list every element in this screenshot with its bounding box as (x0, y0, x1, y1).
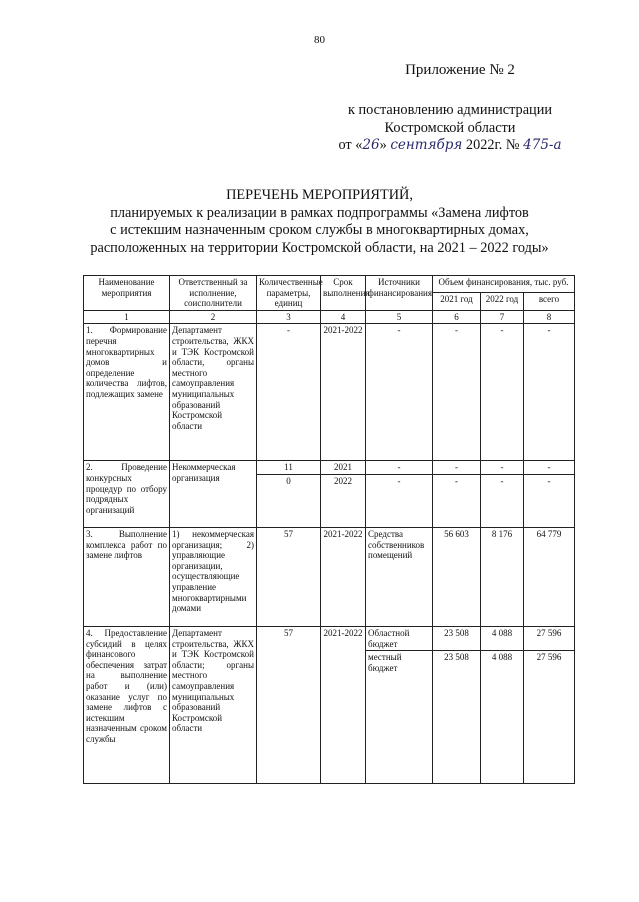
column-number: 6 (433, 310, 481, 324)
measure-responsible: Департамент строительства, ЖКХ и ТЭК Костромской области; органы местного самоуправления муниципальных образований Костромской области (170, 626, 257, 783)
measure-total: - (524, 461, 575, 475)
measure-quantity: 11 (257, 461, 321, 475)
decree-mid: » (379, 137, 391, 153)
decree-line-1: к постановлению администрации (347, 102, 553, 118)
title-line-2: планируемых к реализации в рамках подпрограммы «Замена лифтов (110, 204, 529, 221)
table-row (84, 626, 575, 650)
document-title (0, 187, 639, 257)
measure-2022: - (481, 474, 524, 527)
measure-total: 27 596 (524, 626, 575, 650)
measure-2021: - (433, 324, 481, 461)
measure-source: - (366, 474, 433, 527)
header-funding: Объем финансирования, тыс. руб. (433, 276, 575, 293)
header-total: всего (524, 293, 575, 310)
decree-date-line (300, 137, 600, 155)
header-quantity: Количественные параметры, единиц (257, 276, 321, 311)
measure-2022: - (481, 324, 524, 461)
decree-day: 26 (362, 137, 380, 153)
measure-source: - (366, 461, 433, 475)
measure-2022: 8 176 (481, 527, 524, 626)
measure-source: Областной бюджет (366, 626, 433, 650)
measure-name: 1. Формирование перечня многоквартирных домов и определение количества лифтов, подлежащих замене (84, 324, 170, 461)
measure-2022: - (481, 461, 524, 475)
decree-year: 2022г. № (462, 137, 524, 153)
measure-quantity: - (257, 324, 321, 461)
measure-source: Средства собственников помещений (366, 527, 433, 626)
decree-reference (300, 102, 600, 155)
decree-number: 475-а (523, 137, 562, 153)
decree-prefix: от « (338, 137, 363, 153)
header-2021: 2021 год (433, 293, 481, 310)
measure-2022: 4 088 (481, 651, 524, 784)
column-numbers-row (84, 310, 575, 324)
header-2022: 2022 год (481, 293, 524, 310)
measure-responsible: 1) некоммерческая организация; 2) управляющие организации, осуществляющие управление многоквартирными домами (170, 527, 257, 626)
measure-2021: 23 508 (433, 626, 481, 650)
measure-2021: 56 603 (433, 527, 481, 626)
decree-month: сентября (390, 137, 463, 153)
title-line-3: с истекшим назначенным сроком службы в многоквартирных домах, (110, 222, 529, 238)
column-number: 7 (481, 310, 524, 324)
measure-name: 4. Предоставление субсидий в целях финансового обеспечения затрат на выполнение работ и (или) оказание услуг по замене лифтов с истекшим назначенным сроком службы (84, 626, 170, 783)
measure-total: 64 779 (524, 527, 575, 626)
measure-term: 2021-2022 (321, 324, 366, 461)
measure-source: - (366, 324, 433, 461)
measure-2021: - (433, 474, 481, 527)
title-line-4: расположенных на территории Костромской области, на 2021 – 2022 годы» (90, 239, 549, 256)
header-term: Срок выполнения (321, 276, 366, 311)
measure-term: 2021 (321, 461, 366, 475)
title-line-1: ПЕРЕЧЕНЬ МЕРОПРИЯТИЙ, (226, 187, 413, 203)
measure-source: местный бюджет (366, 651, 433, 784)
measure-responsible: Некоммерческая организация (170, 461, 257, 528)
header-sources: Источники финансирования (366, 276, 433, 311)
measure-quantity: 0 (257, 474, 321, 527)
column-number: 2 (170, 310, 257, 324)
measure-2022: 4 088 (481, 626, 524, 650)
measure-2021: - (433, 461, 481, 475)
column-number: 1 (84, 310, 170, 324)
table-row (84, 461, 575, 475)
table-row (84, 527, 575, 626)
table-row (84, 324, 575, 461)
measure-term: 2022 (321, 474, 366, 527)
measure-total: - (524, 324, 575, 461)
measure-2021: 23 508 (433, 651, 481, 784)
measure-quantity: 57 (257, 626, 321, 783)
appendix-label: Приложение № 2 (405, 62, 515, 78)
measure-term: 2021-2022 (321, 626, 366, 783)
measures-table (83, 275, 575, 784)
table-header-row (84, 276, 575, 293)
column-number: 3 (257, 310, 321, 324)
column-number: 4 (321, 310, 366, 324)
page-number: 80 (314, 34, 325, 46)
measure-responsible: Департамент строительства, ЖКХ и ТЭК Костромской области, органы местного самоуправления муниципальных образований Костромской области (170, 324, 257, 461)
measure-total: - (524, 474, 575, 527)
measure-name: 3. Выполнение комплекса работ по замене лифтов (84, 527, 170, 626)
measure-name: 2. Проведение конкурсных процедур по отбору подрядных организаций (84, 461, 170, 528)
measure-total: 27 596 (524, 651, 575, 784)
header-responsible: Ответственный за исполнение, соисполнители (170, 276, 257, 311)
header-name: Наименование мероприятия (84, 276, 170, 311)
measure-quantity: 57 (257, 527, 321, 626)
measure-term: 2021-2022 (321, 527, 366, 626)
column-number: 5 (366, 310, 433, 324)
column-number: 8 (524, 310, 575, 324)
decree-line-2: Костромской области (384, 119, 516, 136)
